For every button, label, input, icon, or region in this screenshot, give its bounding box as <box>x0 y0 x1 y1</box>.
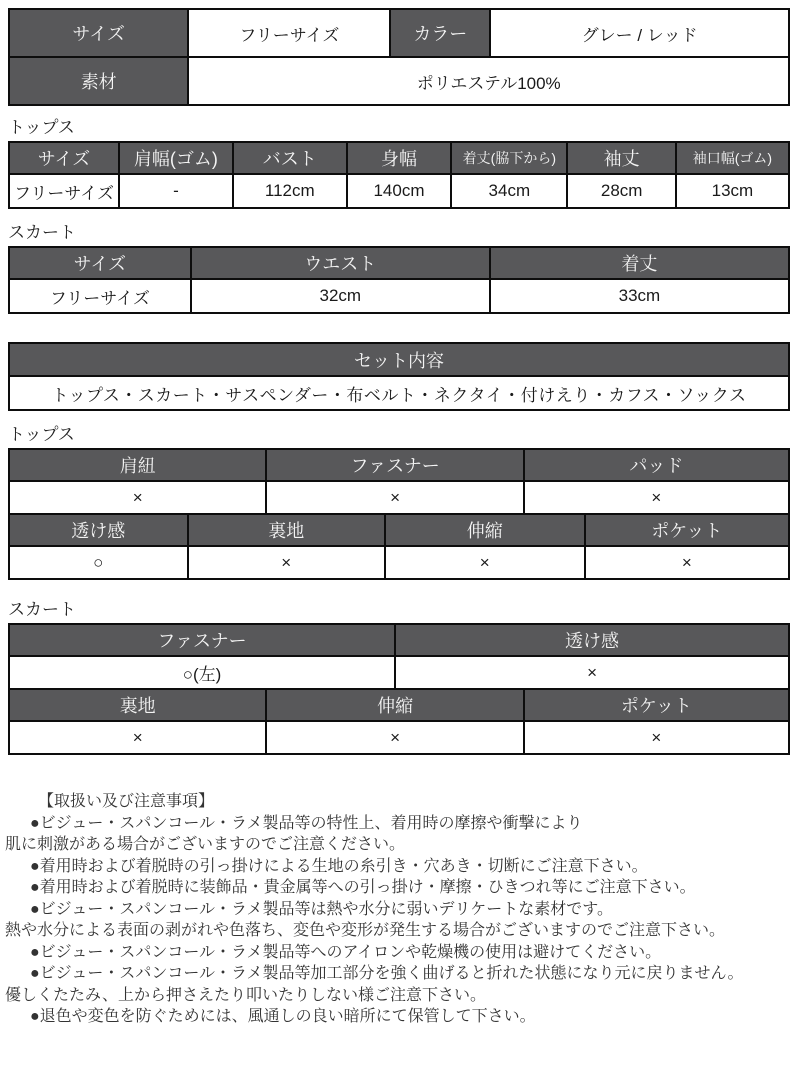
table-row <box>9 57 789 105</box>
table-header-row <box>9 343 789 376</box>
measure-cell: - <box>119 174 233 208</box>
color-header-cell: カラー <box>390 9 490 57</box>
feature-value: × <box>266 481 523 514</box>
table-header-row <box>9 624 789 656</box>
feature-value: × <box>385 546 585 579</box>
feature-value: ○ <box>9 546 188 579</box>
table-row <box>9 376 789 410</box>
feature-value: × <box>585 546 789 579</box>
tops-features-table-2 <box>8 513 790 580</box>
product-spec-sheet <box>0 8 800 1028</box>
measure-cell: 33cm <box>490 279 789 313</box>
feature-header: 裏地 <box>9 689 266 721</box>
material-header-cell: 素材 <box>9 57 188 105</box>
skirt-features-table-2 <box>8 688 790 755</box>
tops-features-label: トップス <box>8 425 75 444</box>
care-note-line: ●ビジュー・スパンコール・ラメ製品等加工部分を強く曲げると折れた状態になり元に戻りません。 <box>30 965 744 982</box>
skirt-measure-label: スカート <box>8 223 76 242</box>
care-notes-title: 【取扱い及び注意事項】 <box>38 793 215 810</box>
tops-features-table <box>8 448 790 515</box>
table-row <box>9 546 789 579</box>
column-header: サイズ <box>9 247 191 279</box>
table-row <box>9 481 789 514</box>
feature-header: ファスナー <box>9 624 395 656</box>
measure-cell: 32cm <box>191 279 490 313</box>
set-contents-items: トップス・スカート・サスペンダー・布ベルト・ネクタイ・付けえり・カフス・ソックス <box>9 376 789 410</box>
care-note-line: 肌に刺激がある場合がございますのでご注意ください。 <box>5 836 406 853</box>
material-value-cell: ポリエステル100% <box>188 57 789 105</box>
measure-cell: フリーサイズ <box>9 279 191 313</box>
tops-measure-label: トップス <box>8 118 75 137</box>
table-header-row <box>9 142 789 174</box>
feature-header: ポケット <box>585 514 789 546</box>
table-row <box>9 174 789 208</box>
care-note-line: ●着用時および着脱時の引っ掛けによる生地の糸引き・穴あき・切断にご注意下さい。 <box>30 857 648 875</box>
column-header: 袖口幅(ゴム) <box>676 142 789 174</box>
feature-header: 肩紐 <box>9 449 266 481</box>
feature-value: × <box>266 721 523 754</box>
column-header: 肩幅(ゴム) <box>119 142 233 174</box>
table-row <box>9 656 789 689</box>
care-note-line: ●ビジュー・スパンコール・ラメ製品等は熱や水分に弱いデリケートな素材です。 <box>30 900 613 918</box>
table-header-row <box>9 514 789 546</box>
set-contents-header: セット内容 <box>9 343 789 376</box>
table-header-row <box>9 689 789 721</box>
table-row <box>9 9 789 57</box>
column-header: ウエスト <box>191 247 490 279</box>
tops-measure-table <box>8 141 790 209</box>
measure-cell: 112cm <box>233 174 347 208</box>
skirt-features-label: スカート <box>8 600 76 619</box>
feature-header: 裏地 <box>188 514 385 546</box>
feature-header: 伸縮 <box>385 514 585 546</box>
feature-header: 伸縮 <box>266 689 523 721</box>
column-header: 身幅 <box>347 142 452 174</box>
table-header-row <box>9 449 789 481</box>
feature-header: ファスナー <box>266 449 523 481</box>
spec-table <box>8 8 790 106</box>
column-header: 着丈(脇下から) <box>451 142 567 174</box>
care-note-line: ●ビジュー・スパンコール・ラメ製品等の特性上、着用時の摩擦や衝撃により <box>30 814 583 832</box>
feature-value: × <box>188 546 385 579</box>
column-header: 着丈 <box>490 247 789 279</box>
table-row <box>9 721 789 754</box>
column-header: バスト <box>233 142 347 174</box>
feature-value: × <box>9 721 266 754</box>
table-row <box>9 279 789 313</box>
care-note-line: 優しくたたみ、上から押さえたり叩いたりしない様ご注意下さい。 <box>5 986 486 1004</box>
feature-value: × <box>395 656 789 689</box>
skirt-measure-table <box>8 246 790 314</box>
table-header-row <box>9 247 789 279</box>
measure-cell: 13cm <box>676 174 789 208</box>
measure-cell: 34cm <box>451 174 567 208</box>
measure-cell: 140cm <box>347 174 452 208</box>
measure-cell: フリーサイズ <box>9 174 119 208</box>
feature-header: パッド <box>524 449 789 481</box>
measure-cell: 28cm <box>567 174 675 208</box>
feature-value: × <box>524 481 789 514</box>
feature-value: ○(左) <box>9 656 395 689</box>
care-note-line: ●退色や変色を防ぐためには、風通しの良い暗所にて保管して下さい。 <box>30 1008 536 1025</box>
feature-value: × <box>9 481 266 514</box>
feature-header: 透け感 <box>9 514 188 546</box>
set-contents-table <box>8 342 790 411</box>
column-header: サイズ <box>9 142 119 174</box>
care-note-line: ●ビジュー・スパンコール・ラメ製品等へのアイロンや乾燥機の使用は避けてください。 <box>30 943 662 961</box>
care-note-line: 熱や水分による表面の剥がれや色落ち、変色や変形が発生する場合がございますのでご注意下さい。 <box>5 922 726 939</box>
skirt-features-table <box>8 623 790 690</box>
size-header-cell: サイズ <box>9 9 188 57</box>
care-note-line: ●着用時および着脱時に装飾品・貴金属等への引っ掛け・摩擦・ひきつれ等にご注意下さい。 <box>30 879 696 896</box>
feature-header: ポケット <box>524 689 789 721</box>
care-notes <box>5 791 795 1028</box>
feature-header: 透け感 <box>395 624 789 656</box>
color-value-cell: グレー / レッド <box>490 9 789 57</box>
column-header: 袖丈 <box>567 142 675 174</box>
feature-value: × <box>524 721 789 754</box>
size-value-cell: フリーサイズ <box>188 9 390 57</box>
